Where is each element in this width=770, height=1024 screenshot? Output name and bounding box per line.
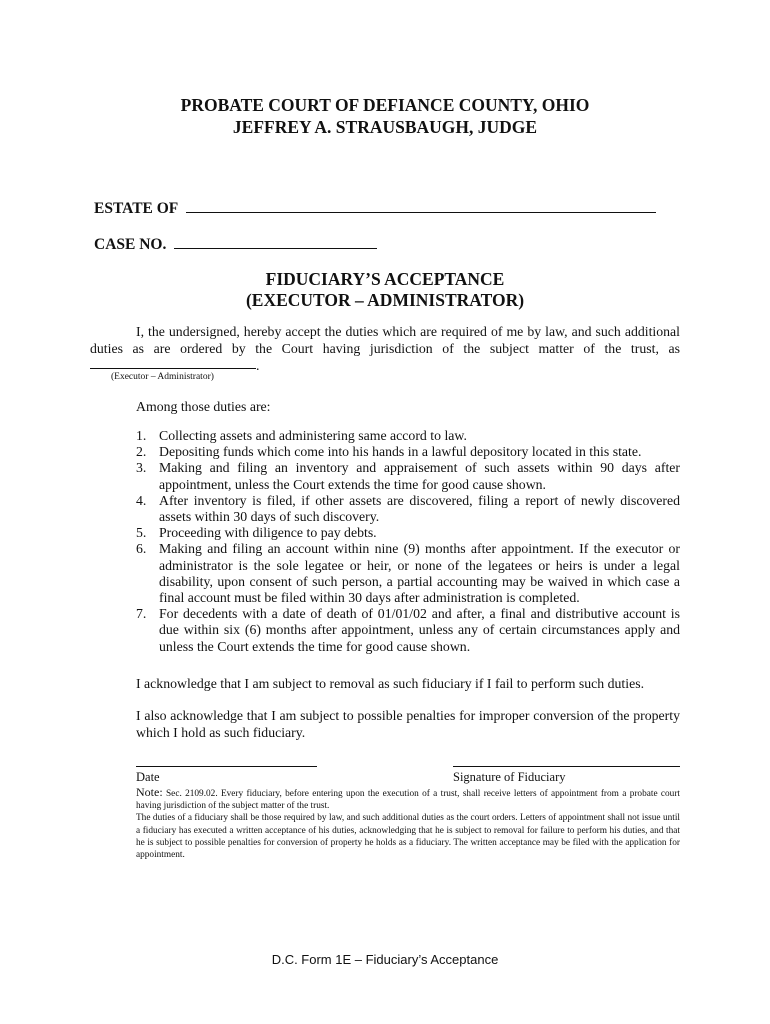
court-header [0, 94, 770, 138]
list-item [136, 525, 680, 541]
list-number: 4. [136, 492, 147, 508]
list-text: Making and filing an account within nine (9) months after appointment. If the executor or administrator is the sole legatee or heir, or none of the legatees or heirs is under a legal disability, upon consent of such person, a partial accounting may be waived in which case a final account must be filed within 30 days after administration is completed. [159, 541, 680, 606]
list-item [136, 460, 680, 492]
estate-of-row [94, 198, 656, 218]
list-text: After inventory is filed, if other assets are discovered, filing a report of newly discovered assets within 30 days of such discovery. [159, 492, 680, 525]
date-signature-line[interactable] [136, 766, 317, 767]
case-no-row [94, 234, 377, 254]
estate-of-label: ESTATE OF [94, 200, 178, 217]
duties-heading: Among those duties are: [136, 399, 271, 414]
executor-administrator-blank[interactable] [90, 368, 256, 369]
fiduciary-signature-line[interactable] [453, 766, 680, 767]
list-number: 3. [136, 460, 147, 476]
list-item [136, 444, 680, 460]
court-name: PROBATE COURT OF DEFIANCE COUNTY, OHIO [180, 95, 590, 115]
list-text: For decedents with a date of death of 01/01/02 and after, a final and distributive account is due within six (6) months after appointment, unless any of certain circumstances apply and unless the Court extends the time for good cause shown. [159, 606, 680, 654]
list-number: 1. [136, 428, 147, 443]
list-item [136, 541, 680, 606]
estate-of-blank[interactable] [186, 198, 656, 213]
form-footer: D.C. Form 1E – Fiduciary’s Acceptance [271, 952, 499, 967]
form-title [0, 269, 770, 311]
note-paragraph-1 [136, 786, 680, 812]
intro-line-1: I, the undersigned, hereby accept the duties which are required of me by law, and such additional [136, 324, 680, 339]
statute-note [136, 786, 680, 861]
list-number: 5. [136, 525, 147, 541]
note-label: Note: [136, 785, 163, 799]
executor-administrator-caption: (Executor – Administrator) [111, 372, 214, 382]
intro-line-2: duties as are ordered by the Court having jurisdiction of the subject matter of the trust, as [90, 341, 680, 356]
judge-name: JEFFREY A. STRAUSBAUGH, JUDGE [232, 117, 538, 137]
case-no-label: CASE NO. [94, 236, 167, 253]
list-text: Depositing funds which come into his hands in a lawful depository located in this state. [159, 444, 642, 460]
form-title-line1: FIDUCIARY’S ACCEPTANCE [265, 269, 505, 289]
list-text: Proceeding with diligence to pay debts. [159, 525, 377, 541]
list-number: 7. [136, 606, 147, 622]
list-number: 6. [136, 541, 147, 557]
list-item [136, 493, 680, 525]
intro-period: . [256, 358, 260, 373]
acknowledge-penalties: I also acknowledge that I am subject to possible penalties for improper conversion of the property which I hold as such fiduciary. [136, 708, 680, 740]
date-label: Date [136, 770, 160, 784]
case-no-blank[interactable] [174, 234, 377, 249]
acknowledge-removal: I acknowledge that I am subject to removal as such fiduciary if I fail to perform such duties. [136, 676, 645, 691]
form-title-line2: (EXECUTOR – ADMINISTRATOR) [245, 290, 525, 310]
note-text-1: Sec. 2109.02. Every fiduciary, before entering upon the execution of a trust, shall receive letters of appointment from a probate court having jurisdiction of the subject matter of the trust. [136, 789, 681, 812]
list-item [136, 606, 680, 655]
list-number: 2. [136, 444, 147, 460]
list-text: Collecting assets and administering same accord to law. [159, 428, 467, 443]
signature-label: Signature of Fiduciary [453, 770, 566, 784]
list-item [136, 428, 680, 444]
duties-list [136, 428, 680, 655]
list-text: Making and filing an inventory and appraisement of such assets within 90 days after appointment, unless the Court extends the time for good cause shown. [159, 460, 680, 492]
note-paragraph-2: The duties of a fiduciary shall be those required by law, and such additional duties as the court orders. Letters of appointment shall not issue until a fiduciary has executed a written acceptance of his duties, acknowledging that he is subject to removal for failure to perform his duties, and that he is subject to possible penalties for conversion of property he holds as a fiduciary. The written acceptance may be filed with the application for appointment. [136, 813, 680, 861]
